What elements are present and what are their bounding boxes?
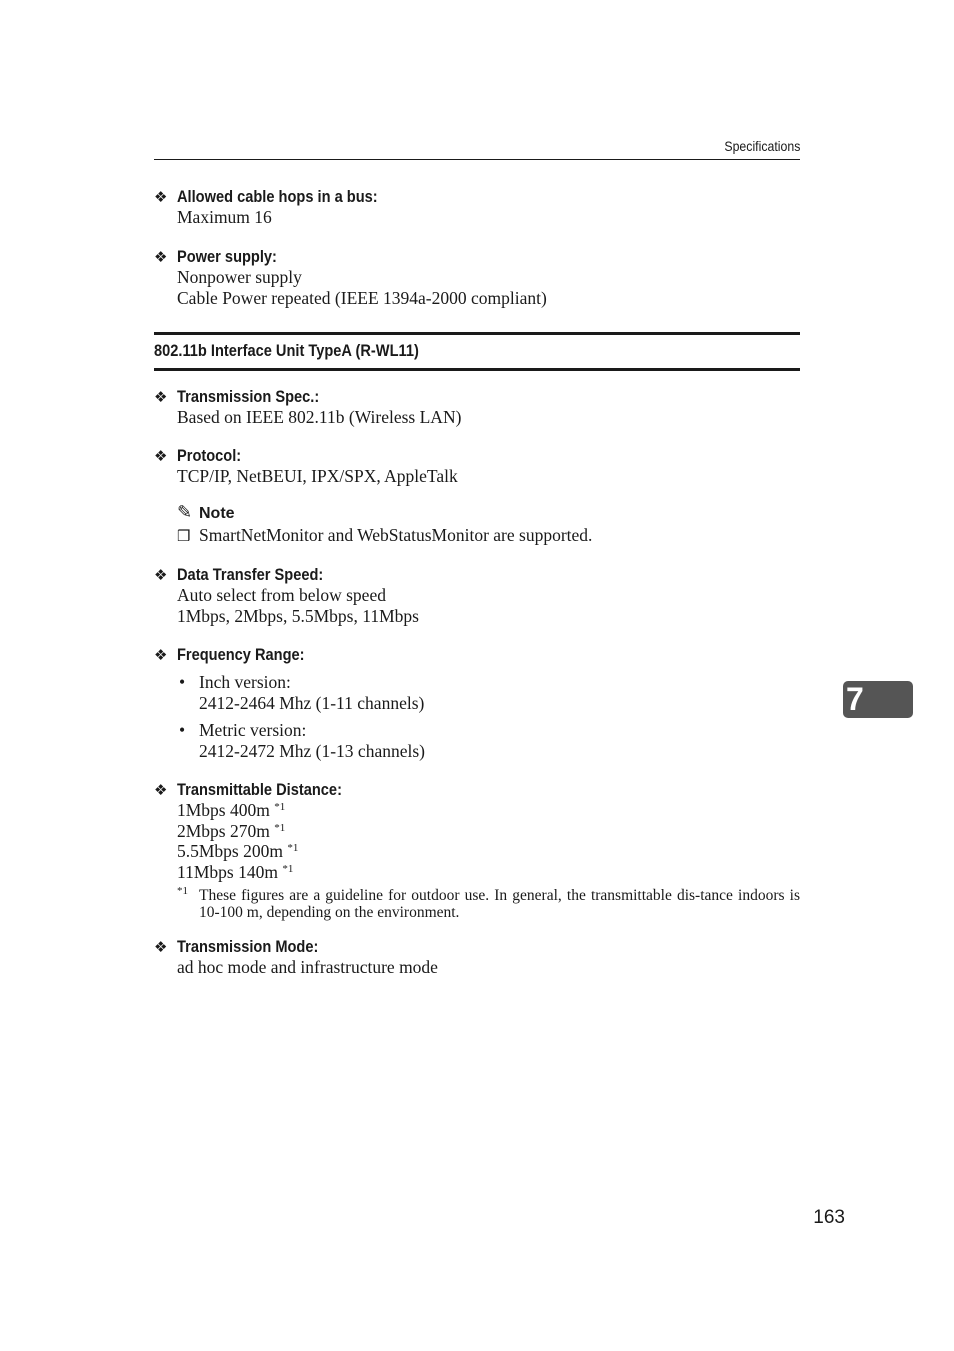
spec-value: Nonpower supply	[177, 267, 302, 287]
footnote-ref: *1	[287, 842, 299, 854]
spec-title: Protocol:	[177, 446, 242, 465]
page-number: 163	[813, 1207, 845, 1228]
spec-protocol	[154, 445, 800, 548]
spec-title: Data Transfer Speed:	[177, 565, 324, 584]
bullet-value: 2412-2472 Mhz (1-13 channels)	[199, 741, 425, 761]
bullet-label: Inch version:	[199, 672, 291, 692]
spec-value: Maximum 16	[177, 207, 272, 227]
note-label: Note	[199, 504, 235, 522]
spec-title: Frequency Range:	[177, 645, 305, 664]
diamond-icon: ❖	[154, 448, 168, 465]
diamond-icon: ❖	[154, 189, 168, 206]
footnote-ref: *1	[274, 821, 286, 834]
diamond-icon: ❖	[154, 567, 168, 584]
note-item	[154, 524, 800, 548]
footnote-mark: *1	[177, 885, 188, 897]
spec-distance	[154, 779, 800, 882]
bullet-label: Metric version:	[199, 720, 307, 740]
distance-line: 1Mbps 400m $^{*1}$	[177, 800, 286, 820]
list-item	[154, 672, 800, 714]
spec-title: Transmission Mode:	[177, 937, 319, 956]
footnote-ref: *1	[274, 801, 286, 813]
diamond-icon: ❖	[154, 249, 168, 266]
spec-value: 1Mbps, 2Mbps, 5.5Mbps, 11Mbps	[177, 605, 419, 626]
spec-transmission	[154, 386, 800, 428]
bullet-dot: •	[179, 720, 186, 740]
chapter-tab	[843, 681, 913, 718]
diamond-icon: ❖	[154, 782, 168, 799]
distance-line: 5.5Mbps 200m $^{*1}$	[177, 841, 299, 861]
spec-title: Power supply:	[177, 247, 277, 266]
spec-value: ad hoc mode and infrastructure mode	[177, 957, 438, 977]
running-header: Specifications	[723, 138, 800, 154]
spec-value: Auto select from below speed	[177, 585, 386, 605]
bullet-dot: •	[179, 672, 186, 692]
footnote-text: These figures are a guideline for outdoor use. In general, the transmittable dis-tance indoors is 10-100 m, depending on the environment.	[199, 887, 800, 921]
spec-data-transfer	[154, 564, 800, 626]
list-item	[154, 720, 800, 762]
note-text: SmartNetMonitor and WebStatusMonitor are supported.	[199, 524, 593, 545]
spec-value: TCP/IP, NetBEUI, IPX/SPX, AppleTalk	[177, 466, 458, 486]
diamond-icon: ❖	[154, 647, 168, 664]
header-rule	[154, 159, 800, 160]
checkbox-bullet-icon: ❒	[177, 528, 191, 545]
pencil-icon: ✎	[177, 501, 193, 522]
section-heading-box	[154, 332, 800, 371]
bullet-value: 2412-2464 Mhz (1-11 channels)	[199, 693, 425, 713]
spec-cable-hops	[154, 186, 800, 228]
chapter-number: 7	[846, 681, 864, 717]
diamond-icon: ❖	[154, 939, 168, 956]
spec-value: Cable Power repeated (IEEE 1394a-2000 compliant)	[177, 287, 547, 308]
distance-line: 2Mbps 270m $^{*1}$	[177, 820, 286, 841]
diamond-icon: ❖	[154, 389, 168, 406]
spec-title: Transmission Spec.:	[177, 387, 320, 406]
spec-power-supply	[154, 246, 800, 308]
note-heading	[154, 500, 800, 524]
spec-title: Allowed cable hops in a bus:	[177, 187, 378, 206]
distance-line: 11Mbps 140m $^{*1}$	[177, 861, 294, 882]
section-title: 802.11b Interface Unit TypeA (R-WL11)	[154, 341, 419, 360]
spec-title: Transmittable Distance:	[177, 780, 342, 799]
spec-value: Based on IEEE 802.11b (Wireless LAN)	[177, 407, 462, 427]
spec-transmission-mode	[154, 936, 800, 978]
footnote-ref: *1	[282, 862, 294, 875]
footnote	[177, 887, 800, 921]
spec-frequency	[154, 644, 800, 762]
